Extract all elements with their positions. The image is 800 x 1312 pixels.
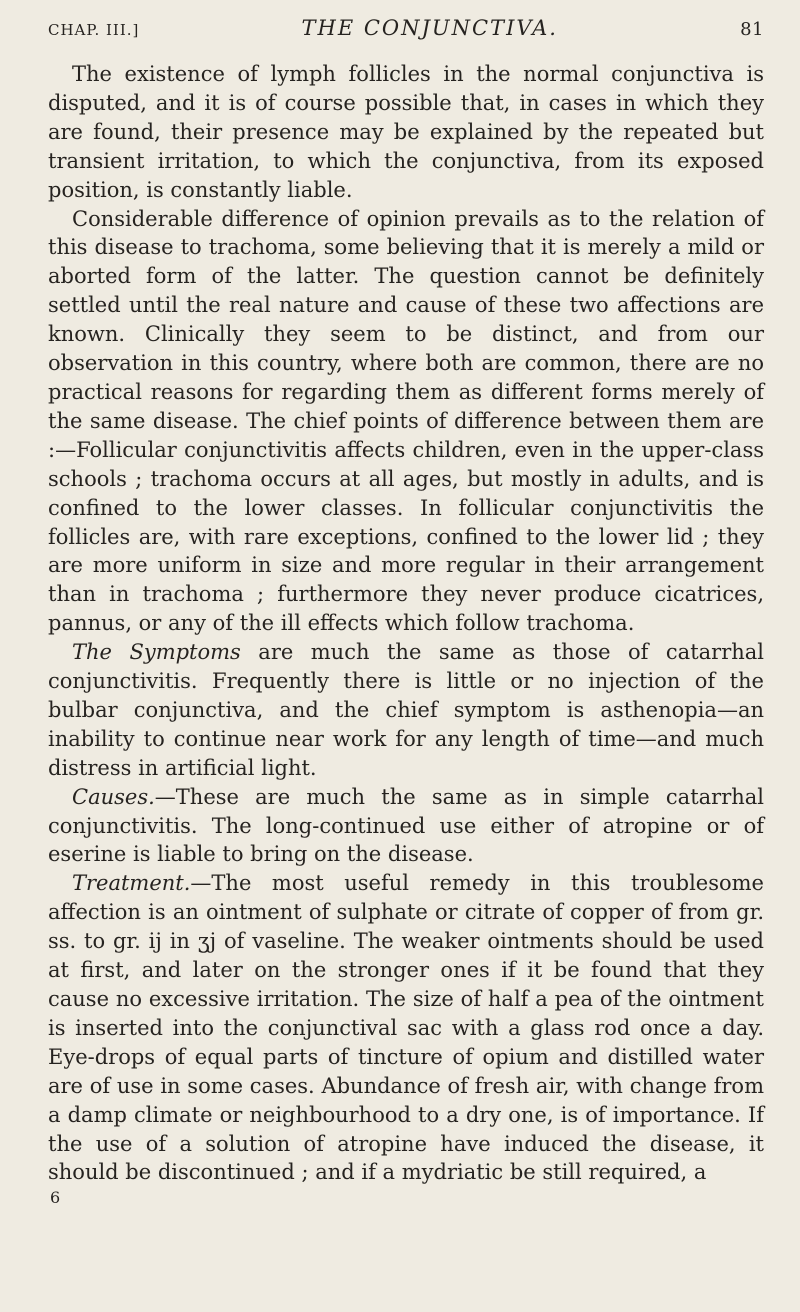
paragraph-treatment [48,869,764,1187]
paragraph-text: are much the same as those of catarrhal conjunctivitis. Frequently there is little or no injection of the bulbar conjunctiva, and the chief symptom is asthenopia—an inability to continue near work for any length of time—and much distress in artificial light. [48,640,765,780]
paragraph-text: —The most useful remedy in this troublesome affection is an ointment of sulphate or citrate of copper of from gr. ss. to gr. ij in ʒj of vaseline. The weaker ointments should be used at first, and later on the stronger ones if it be found that they cause no excessive irritation. The size of half a pea of the ointment is inserted into the conjunctival sac with a glass rod once a day. Eye-drops of equal parts of tincture of opium and distilled water are of use in some cases. Abundance of fresh air, with change from a damp climate or neighbourhood to a dry one, is of importance. If the use of a solution of atropine have induced the disease, it should be discontinued ; and if a mydriatic be still required, a [48,871,764,1185]
paragraph-text: Considerable difference of opinion prevails as to the relation of this disease to trachoma, some believing that it is merely a mild or aborted form of the latter. The question cannot be definitely settled until the real nature and cause of these two affections are known. Clinically they seem to be distinct, and from our observation in this country, where both are common, there are no practical reasons for regarding them as different forms merely of the same disease. The chief points of difference between them are :—Follicular conjunctivitis affects children, even in the upper-class schools ; trachoma occurs at all ages, but mostly in adults, and is confined to the lower classes. In follicular conjunctivitis the follicles are, with rare exceptions, confined to the lower lid ; they are more uniform in size and more regular in their arrangement than in trachoma ; furthermore they never produce cicatrices, pannus, or any of the ill effects which follow trachoma. [48,206,764,636]
section-heading-symptoms: The Symptoms [72,640,241,665]
paragraph-text: —These are much the same as in simple catarrhal conjunctivitis. The long-continued use either of atropine or of eserine is liable to bring on the disease. [48,784,764,867]
body-text [48,60,764,1187]
paragraph-symptoms [48,638,764,783]
paragraph-text: The existence of lymph follicles in the normal conjunctiva is disputed, and it is of course possible that, in cases in which they are found, their presence may be explained by the repeated but transient irritation, to which the conjunctiva, from its exposed position, is constantly liable. [48,62,764,202]
running-head [48,16,764,40]
section-heading-treatment: Treatment. [72,871,191,896]
running-title: THE CONJUNCTIVA. [301,16,558,40]
paragraph-relation-to-trachoma [48,205,764,639]
chapter-reference: CHAP. III.] [48,21,140,39]
signature-mark: 6 [50,1188,61,1208]
paragraph-lymph-follicles [48,60,764,205]
page-number: 81 [740,19,764,40]
paragraph-causes [48,783,764,870]
section-heading-causes: Causes. [72,784,155,809]
